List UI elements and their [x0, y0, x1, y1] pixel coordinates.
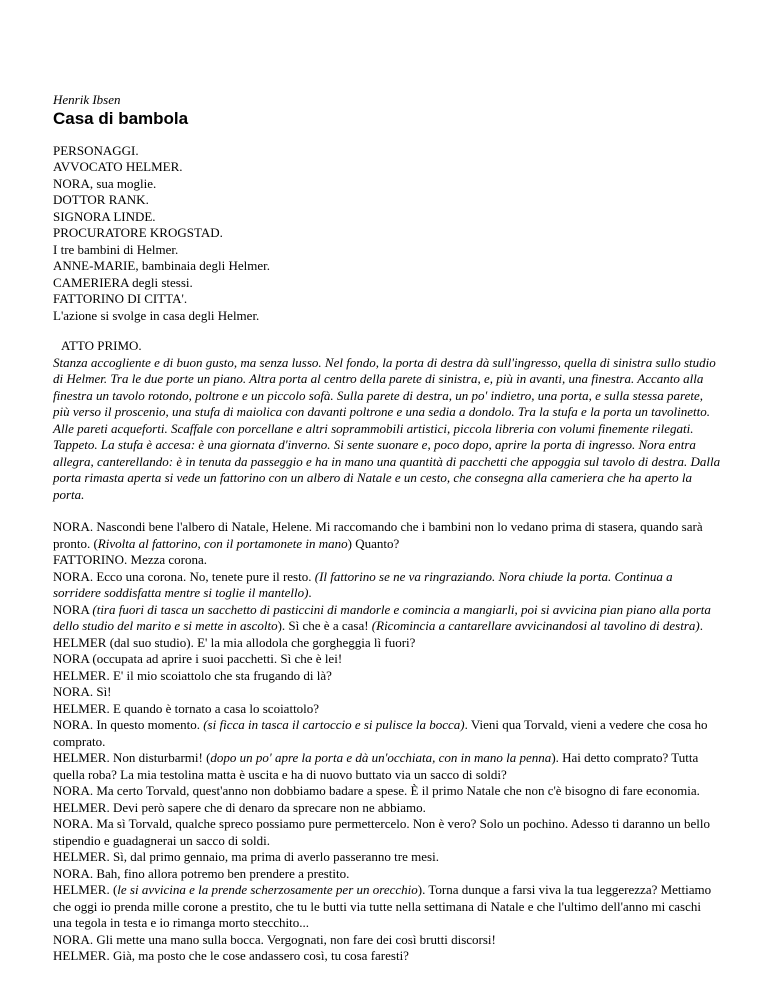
- line-text: NORA. Ma certo Torvald, quest'anno non dobbiamo badare a spese. È il primo Natale che non c'è bisogno di fare economia.: [53, 783, 700, 798]
- line-text: . Vieni qua Torvald, vieni a vedere che cosa ho comprato.: [53, 717, 708, 749]
- dialogue-line: [53, 932, 721, 949]
- line-text: .: [699, 618, 703, 633]
- line-text: NORA. Nascondi bene l'albero di Natale, Helene. Mi raccomando che i bambini non lo vedano prima di stasera, quando sarà pronto. (: [53, 519, 703, 551]
- line-direction: le si avvicina e la prende scherzosamente per un orecchio: [117, 882, 418, 897]
- line-text: NORA. Sì!: [53, 684, 112, 699]
- cast-item: FATTORINO DI CITTA'.: [53, 291, 188, 306]
- dialogue-line: [53, 651, 721, 668]
- dialogue-line: [53, 717, 721, 750]
- dialogue-line: [53, 635, 721, 652]
- line-text: HELMER. Sì, dal primo gennaio, ma prima di averlo passeranno tre mesi.: [53, 849, 439, 864]
- line-text: HELMER. (: [53, 882, 118, 897]
- dialogue-line: [53, 668, 721, 685]
- line-text: HELMER. Già, ma posto che le cose andassero così, tu cosa faresti?: [53, 948, 409, 963]
- line-text: NORA. In questo momento.: [53, 717, 204, 732]
- setting-note: L'azione si svolge in casa degli Helmer.: [53, 307, 260, 323]
- dialogue-line: [53, 783, 721, 800]
- line-text: ). Hai detto comprato? Tutta quella roba? La mia testolina matta è uscita e ha di nuovo buttato via un sacco di soldi?: [53, 750, 699, 782]
- line-direction: (tira fuori di tasca un sacchetto di pasticcini di mandorle e comincia a mangiarli, poi si avvicina pian piano alla porta dello studio del marito e si mette in ascolto: [53, 601, 711, 633]
- dialogue-line: [53, 602, 721, 635]
- dialogue-line: [53, 701, 721, 718]
- line-text: HELMER (dal suo studio). E' la mia allodola che gorgheggia lì fuori?: [53, 634, 416, 650]
- line-direction: (Ricomincia a cantarellare avvicinandosi al tavolino di destra): [371, 618, 700, 633]
- dialogue-line: [53, 519, 721, 552]
- line-direction: dopo un po' apre la porta e dà un'occhiata, con in mano la penna: [210, 750, 552, 765]
- dialogue-line: [53, 849, 721, 866]
- line-text: FATTORINO. Mezza corona.: [53, 552, 208, 567]
- line-text: .: [308, 585, 312, 600]
- line-text: ) Quanto?: [347, 535, 400, 551]
- play-title: Casa di bambola: [53, 108, 189, 128]
- cast-heading: PERSONAGGI.: [53, 142, 139, 158]
- line-text: NORA. Ecco una corona. No, tenete pure il resto.: [53, 568, 315, 584]
- cast-list: [53, 143, 721, 325]
- cast-item: PROCURATORE KROGSTAD.: [53, 225, 223, 240]
- dialogue-line: [53, 552, 721, 569]
- author-name: Henrik Ibsen: [53, 92, 121, 107]
- cast-item: ANNE-MARIE, bambinaia degli Helmer.: [53, 258, 270, 273]
- line-text: NORA. Bah, fino allora potremo ben prendere a prestito.: [53, 865, 350, 881]
- line-text: HELMER. Devi però sapere che di denaro da sprecare non ne abbiamo.: [53, 799, 426, 815]
- dialogue: [53, 519, 721, 965]
- line-direction: Rivolta al fattorino, con il portamonete in mano: [97, 535, 348, 551]
- cast-item: NORA, sua moglie.: [53, 175, 157, 191]
- dialogue-line: [53, 750, 721, 783]
- line-text: ). Torna dunque a farsi viva la tua leggerezza? Mettiamo che oggi io prenda mille corone a prestito, che tu le butti via tutte nella settimana di Natale e che l'ultimo dell'anno mi caschi una tegola in testa e io rimanga morto stecchito...: [53, 882, 712, 930]
- cast-item: I tre bambini di Helmer.: [53, 241, 179, 257]
- dialogue-line: [53, 948, 721, 965]
- stage-direction: Stanza accogliente e di buon gusto, ma senza lusso. Nel fondo, la porta di destra dà sull'ingresso, quella di sinistra sullo studio di Helmer. Tra le due porte un piano. Altra porta al centro della parete di sinistra, e, più in avanti, una finestra. Accanto alla finestra un tavolo rotondo, poltrone e un piccolo sofà. Sulla parete di destra, un po' indietro, una porta, e sulla stessa parete, più verso il proscenio, una stufa di maiolica con davanti poltrone e una sedia a dondolo. Tra la stufa e la porta un tavolinetto. Alle pareti acqueforti. Scaffale con porcellane e altri soprammobili artistici, piccola libreria con volumi finemente rilegati. Tappeto. La stufa è accesa: è una giornata d'inverno. Si sente suonare e, poco dopo, aprire la porta di ingresso. Nora entra allegra, canterellando: è in tenuta da passeggio e ha in mano una quantità di pacchetti che appoggia sul tavolo di destra. Dalla porta rimasta aperta si vede un fattorino con un albero di Natale e un cesto, che consegna alla cameriera che ha aperto la porta.: [53, 354, 721, 502]
- dialogue-line: [53, 816, 721, 849]
- line-direction: (si ficca in tasca il cartoccio e si pulisce la bocca): [203, 717, 465, 732]
- document-page: [53, 92, 721, 965]
- dialogue-line: [53, 800, 721, 817]
- cast-item: CAMERIERA degli stessi.: [53, 274, 193, 290]
- line-text: HELMER. E quando è tornato a casa lo scoiattolo?: [53, 700, 320, 716]
- line-text: NORA. Gli mette una mano sulla bocca. Vergognati, non fare dei così brutti discorsi!: [53, 931, 496, 947]
- cast-item: DOTTOR RANK.: [53, 192, 149, 207]
- line-text: NORA. Ma sì Torvald, qualche spreco possiamo pure permettercelo. Non è vero? Solo un pochino. Adesso ti daranno un bello stipendio e guadagnerai un sacco di soldi.: [53, 816, 711, 848]
- dialogue-line: [53, 866, 721, 883]
- cast-item: SIGNORA LINDE.: [53, 208, 156, 224]
- line-text: NORA: [53, 601, 93, 617]
- dialogue-line: [53, 882, 721, 932]
- line-text: ). Sì che è a casa!: [277, 618, 372, 633]
- line-text: HELMER. E' il mio scoiattolo che sta frugando di là?: [53, 667, 332, 683]
- act-heading: ATTO PRIMO.: [61, 338, 142, 353]
- line-text: NORA (occupata ad aprire i suoi pacchetti. Sì che è lei!: [53, 651, 343, 666]
- cast-item: AVVOCATO HELMER.: [53, 159, 183, 174]
- line-text: HELMER. Non disturbarmi! (: [53, 750, 211, 765]
- dialogue-line: [53, 684, 721, 701]
- dialogue-line: [53, 569, 721, 602]
- line-direction: (Il fattorino se ne va ringraziando. Nora chiude la porta. Continua a sorridere soddisfatta mentre si toglie il mantello): [53, 568, 673, 600]
